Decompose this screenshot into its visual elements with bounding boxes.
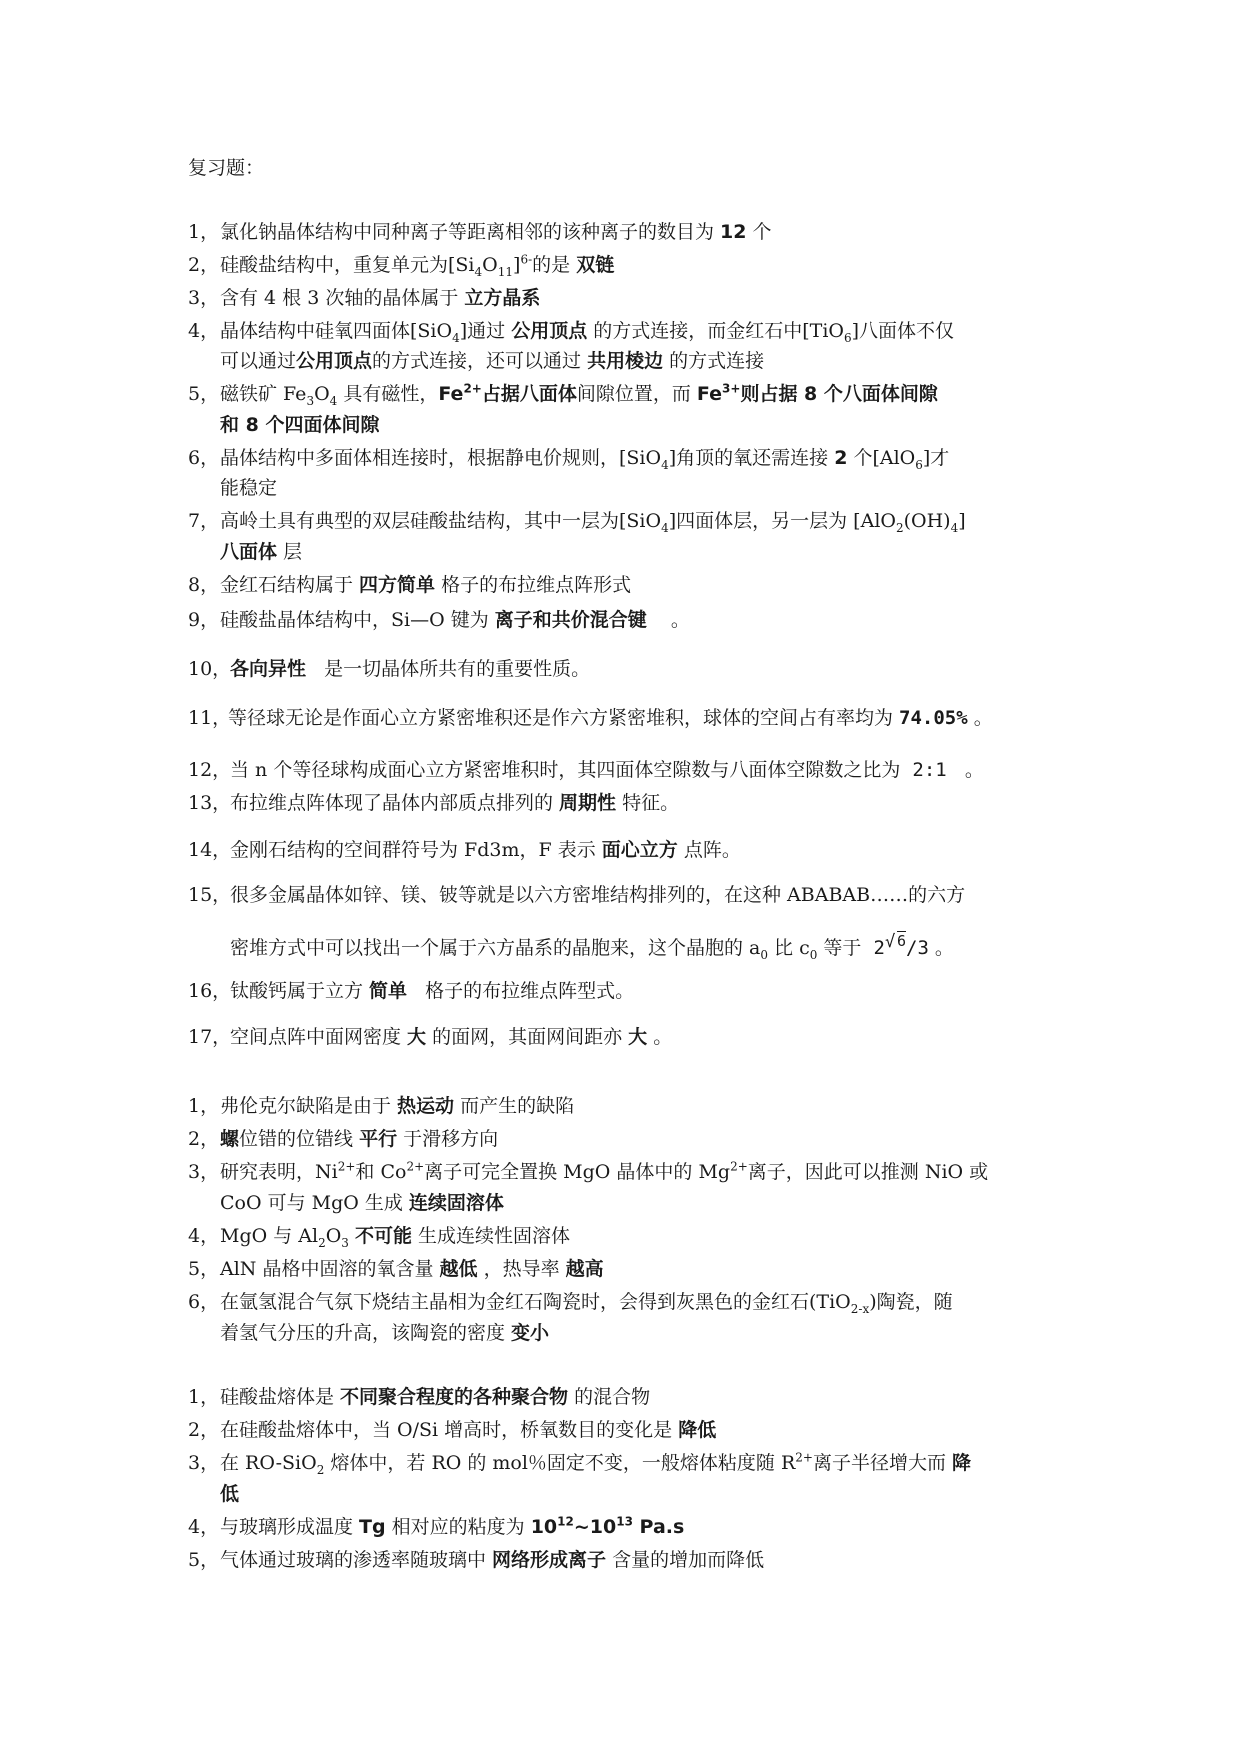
question-text: 氯化钠晶体结构中同种离子等距离相邻的该种离子的数目为 12 个	[220, 221, 772, 243]
question-text: 弗伦克尔缺陷是由于 热运动 而产生的缺陷	[220, 1095, 575, 1117]
answer: 变小	[511, 1322, 550, 1344]
question-number: 7，	[188, 510, 220, 532]
answer: $Fe^{3+}$则占据 8 个八面体间隙	[696, 381, 938, 405]
answer: 12	[720, 221, 747, 243]
question-text: 气体通过玻璃的渗透率随玻璃中 网络形成离子 含量的增加而降低	[220, 1549, 765, 1571]
answer: 低	[220, 1483, 240, 1505]
answer: 简单	[369, 980, 408, 1002]
answer: 公用顶点	[296, 350, 373, 372]
answer: 2:1	[912, 759, 947, 781]
question-number: 16，	[188, 980, 232, 1002]
question-text: 含有 4 根 3 次轴的晶体属于 立方晶系	[220, 287, 541, 309]
question-text	[220, 1479, 239, 1509]
question-number: 4，	[188, 1516, 220, 1538]
answer: 2	[834, 447, 848, 469]
answer: 降低	[678, 1419, 717, 1441]
answer: 大	[407, 1026, 427, 1048]
answer: Tg	[359, 1516, 386, 1538]
answer: 热运动	[397, 1095, 455, 1117]
question-text: 磁铁矿 $Fe_3O_4$ 具有磁性，$Fe^{2+}$占据八面体间隙位置，而 $Fe^{3+}$则占据 8 个八面体间隙	[220, 381, 938, 408]
question-number: 4，	[188, 320, 220, 342]
question-text: 与玻璃形成温度 Tg 相对应的粘度为 $10^{12}\sim 10^{13}$ Pa.s	[220, 1514, 685, 1538]
answer: 越高	[565, 1258, 604, 1280]
question-text: CoO 可与 MgO 生成 连续固溶体	[220, 1192, 504, 1214]
answer: 离子和共价混合键	[494, 609, 647, 631]
answer: 各向异性	[230, 658, 307, 680]
answer: 共用棱边	[587, 350, 664, 372]
answer: 越低	[439, 1258, 478, 1280]
question-text: 研究表明，$Ni^{2+}$和 $Co^{2+}$离子可完全置换 MgO 晶体中的 $Mg^{2+}$离子，因此可以推测 NiO 或	[220, 1159, 989, 1183]
question-number: 1，	[188, 1095, 220, 1117]
question-number: 8，	[188, 574, 220, 596]
answer: 降	[952, 1452, 972, 1474]
question-text: 空间点阵中面网密度 大 的面网，其面网间距亦 大 。	[230, 1026, 673, 1048]
question-number: 5，	[188, 1258, 220, 1280]
question-number: 2，	[188, 1419, 220, 1441]
question-text: 硅酸盐熔体是 不同聚合程度的各种聚合物 的混合物	[220, 1386, 651, 1408]
question-number: 11，	[188, 707, 232, 729]
question-text: 螺位错的位错线 平行 于滑移方向	[220, 1128, 499, 1150]
page-title: 复习题：	[188, 157, 265, 179]
question-number: 3，	[188, 287, 220, 309]
question-text: 很多金属晶体如锌、镁、铍等就是以六方密堆结构排列的，在这种 ABABAB……的六方	[230, 884, 966, 906]
answer: 面心立方	[601, 839, 678, 861]
answer: 不同聚合程度的各种聚合物	[340, 1386, 569, 1408]
answer: 平行	[359, 1128, 398, 1150]
question-number: 2，	[188, 254, 220, 276]
question-text: 当 n 个等径球构成面心立方紧密堆积时，其四面体空隙数与八面体空隙数之比为 2:1 。	[230, 759, 984, 781]
question-text: 可以通过公用顶点的方式连接，还可以通过 共用棱边 的方式连接	[220, 350, 765, 372]
answer: 周期性	[559, 792, 617, 814]
question-text: 在氩氢混合气氛下烧结主晶相为金红石陶瓷时，会得到灰黑色的金红石(TiO$_{2-x}$)陶瓷，随	[220, 1291, 953, 1316]
question-text: 八面体 层	[220, 541, 303, 563]
sqrt-symbol: √ $^6$	[885, 933, 906, 964]
question-text	[220, 410, 379, 440]
question-number: 17，	[188, 1026, 232, 1048]
question-text: 在硅酸盐熔体中，当 O/Si 增高时，桥氧数目的变化是 降低	[220, 1419, 717, 1441]
question-number: 5，	[188, 383, 220, 405]
question-number: 12，	[188, 759, 232, 781]
question-number: 1，	[188, 221, 220, 243]
question-text: 硅酸盐结构中，重复单元为$[Si_4O_{11}]^{6-}$的是 双链	[220, 252, 615, 279]
answer: 双链	[576, 254, 615, 276]
answer: 2√ $^6$/3	[874, 937, 929, 959]
question-number: 10，	[188, 658, 232, 680]
question-number: 6，	[188, 1291, 220, 1313]
question-number: 6，	[188, 447, 220, 469]
answer: 连续固溶体	[408, 1192, 504, 1214]
question-text: 硅酸盐晶体结构中，Si—O 键为 离子和共价混合键 。	[220, 609, 690, 631]
question-number: 14，	[188, 839, 232, 861]
answer: 四方简单	[359, 574, 436, 596]
answer: 公用顶点	[511, 320, 588, 342]
answer: $Fe^{2+}$占据八面体	[438, 381, 577, 405]
question-text: 金刚石结构的空间群符号为 Fd3m，F 表示 面心立方 点阵。	[230, 839, 741, 861]
question-text: 各向异性 是一切晶体所共有的重要性质。	[230, 658, 591, 680]
question-text: 在 RO-SiO$_2$ 熔体中，若 RO 的 mol％固定不变，一般熔体粘度随 $R^{2+}$离子半径增大而 降	[220, 1450, 972, 1477]
question-number: 2，	[188, 1128, 220, 1150]
question-number: 1，	[188, 1386, 220, 1408]
answer: 大	[628, 1026, 648, 1048]
answer: $10^{12}\sim 10^{13}$ Pa.s	[530, 1514, 685, 1538]
question-text: 布拉维点阵体现了晶体内部质点排列的 周期性 特征。	[230, 792, 680, 814]
question-number: 4，	[188, 1225, 220, 1247]
question-text: 高岭土具有典型的双层硅酸盐结构，其中一层为[SiO$_4$]四面体层，另一层为 $[AlO_2(OH)_4]$	[220, 510, 966, 535]
question-text: 能稳定	[220, 477, 278, 499]
question-number: 5，	[188, 1549, 220, 1571]
answer: 八面体	[220, 541, 278, 563]
answer: 74.05%	[899, 707, 968, 729]
question-number: 15，	[188, 884, 232, 906]
question-number: 13，	[188, 792, 232, 814]
question-text: 钛酸钙属于立方 简单 格子的布拉维点阵型式。	[230, 980, 635, 1002]
question-text: 密堆方式中可以找出一个属于六方晶系的晶胞来，这个晶胞的 $a_0$ 比 $c_0$ 等于 2√ $^6$/3 。	[230, 933, 954, 964]
question-number: 9，	[188, 609, 220, 631]
question-number: 3，	[188, 1452, 220, 1474]
answer: 和 8 个四面体间隙	[220, 414, 380, 436]
question-text: 等径球无论是作面心立方紧密堆积还是作六方紧密堆积，球体的空间占有率均为 74.05% 。	[228, 707, 993, 729]
question-text: MgO 与 $Al_2O_3$ 不可能 生成连续性固溶体	[220, 1225, 571, 1250]
question-text: 晶体结构中多面体相连接时，根据静电价规则，[SiO$_4$]角顶的氧还需连接 2 个[AlO$_6$]才	[220, 447, 950, 472]
answer: 立方晶系	[464, 287, 541, 309]
question-text: 着氢气分压的升高，该陶瓷的密度 变小	[220, 1322, 550, 1344]
answer: 网络形成离子	[492, 1549, 607, 1571]
question-text: AlN 晶格中固溶的氧含量 越低 ，热导率 越高	[220, 1258, 604, 1280]
question-text: 金红石结构属于 四方简单 格子的布拉维点阵形式	[220, 574, 632, 596]
question-text: 晶体结构中硅氧四面体[SiO$_4$]通过 公用顶点 的方式连接，而金红石中[TiO$_6$]八面体不仅	[220, 320, 955, 345]
question-number: 3，	[188, 1161, 220, 1183]
answer: 不可能	[354, 1225, 412, 1247]
